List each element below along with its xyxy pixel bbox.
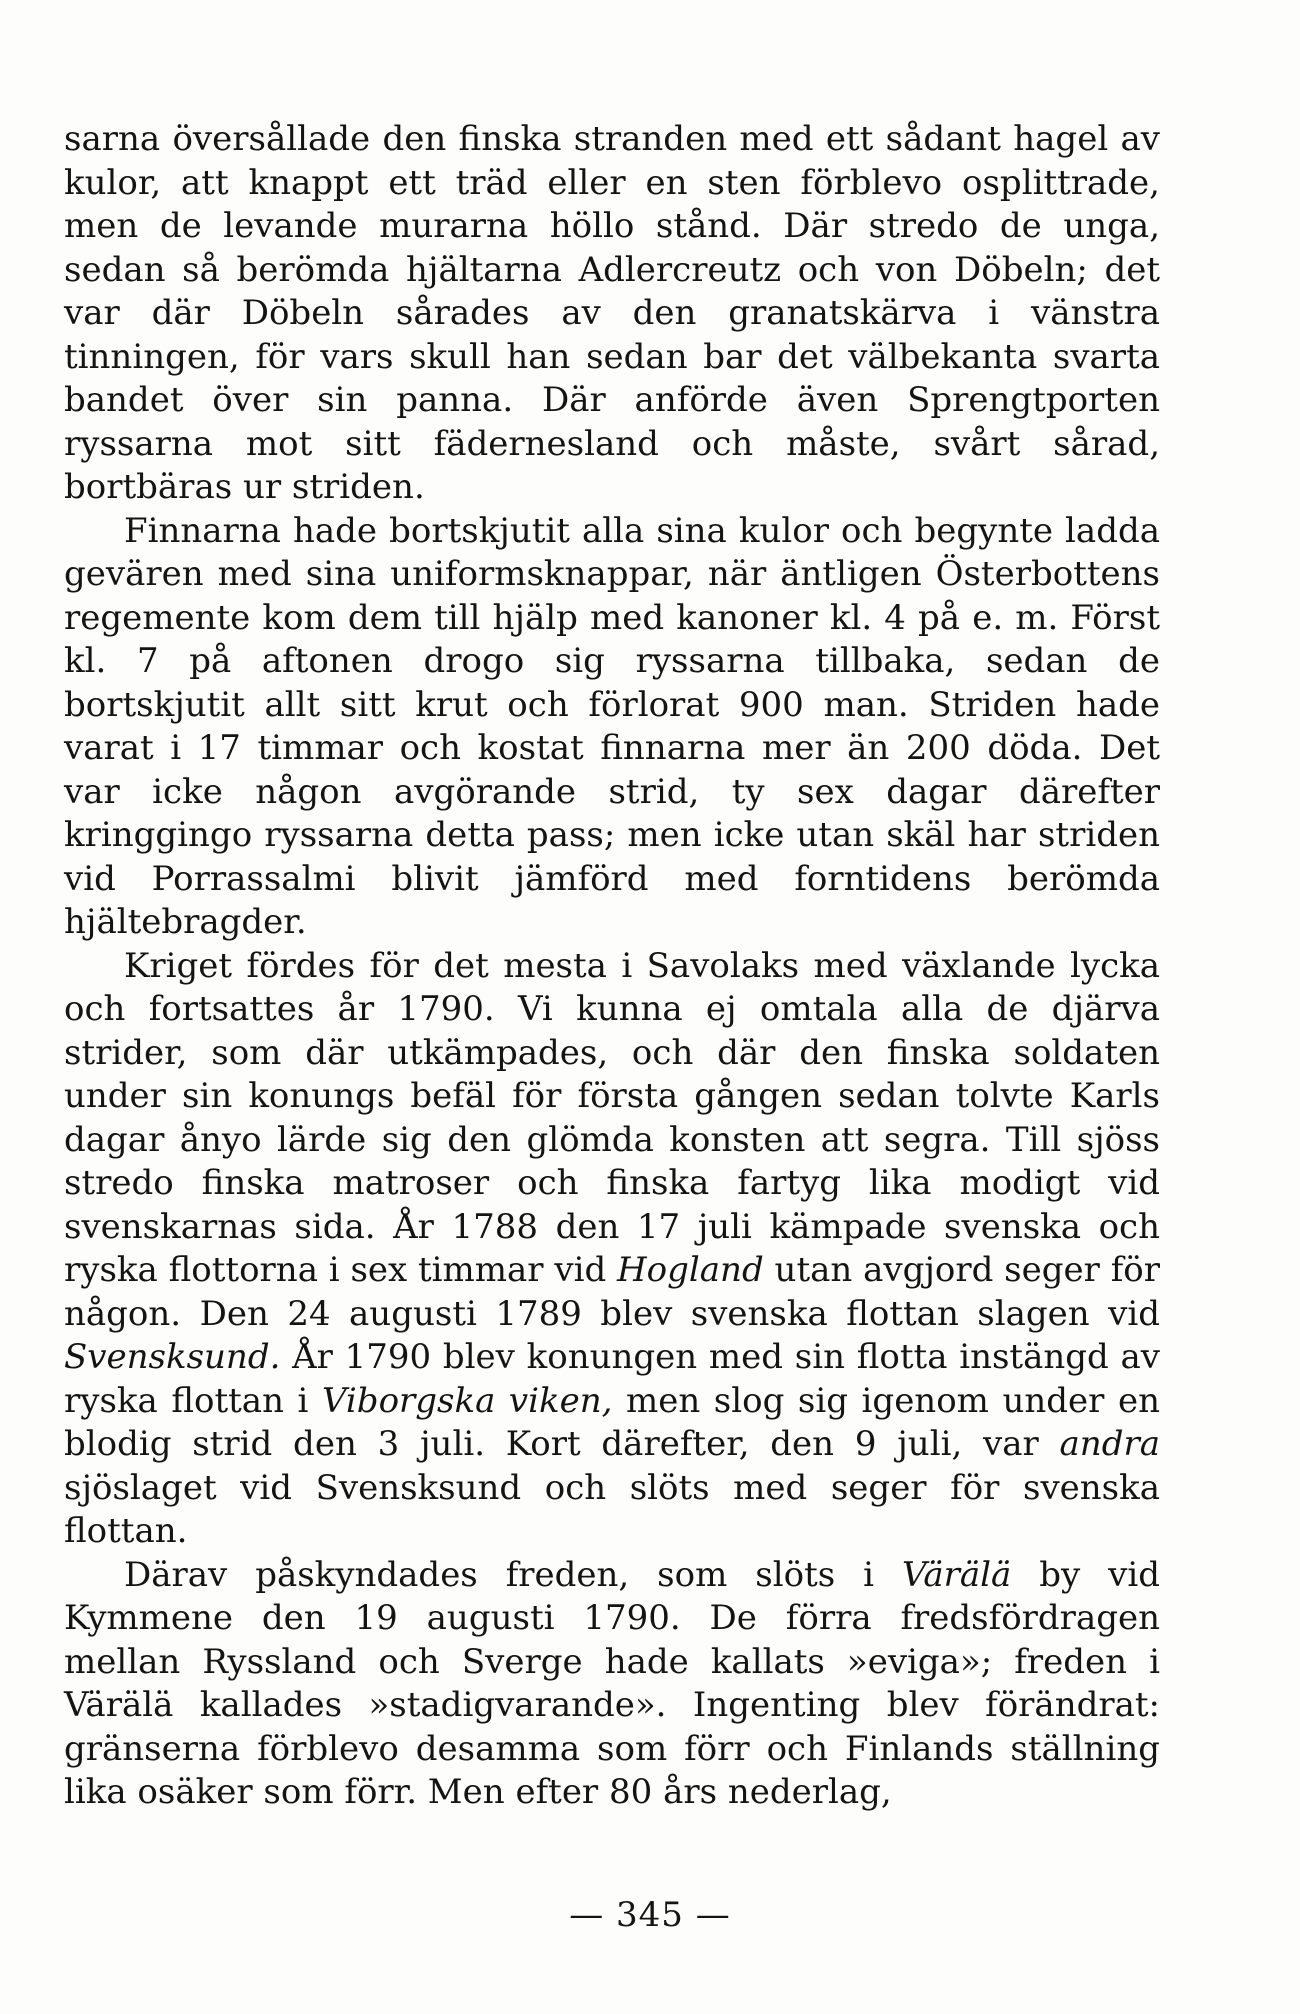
text-run: sjöslaget vid Svensksund och slöts med seger för svenska flottan.	[64, 1467, 1160, 1551]
italic-text: Viborgska viken,	[321, 1380, 613, 1421]
italic-text: andra	[1059, 1424, 1160, 1464]
paragraph-3	[64, 945, 1160, 1554]
body-text	[64, 118, 1160, 1815]
italic-text: Värälä	[901, 1554, 1012, 1595]
text-run: År 1790 blev konungen med sin flotta instängd av ryska flottan i	[64, 1337, 1160, 1421]
text-run: sarna översållade den finska stranden med ett sådant hagel av kulor, att knappt ett träd eller en sten förblevo osplittrade, men de levande murarna höllo stånd. Där stredo de unga, sedan så berömda hjältarna Adlercreutz och von Döbeln; det var där Döbeln sårades av den granatskärva i vänstra tinningen, för vars skull han sedan bar det välbekanta svarta bandet över sin panna. Där anförde även Sprengtporten ryssarna mot sitt fädernesland och måste, svårt sårad, bortbäras ur striden.	[64, 119, 1160, 507]
text-run: Därav påskyndades freden, som slöts i	[124, 1554, 902, 1595]
page-number: — 345 —	[569, 1895, 731, 1935]
paragraph-4	[64, 1554, 1160, 1815]
text-run: men slog sig igenom under en blodig strid den 3 juli. Kort därefter, den 9 juli, var	[64, 1380, 1160, 1464]
paragraph-1	[64, 118, 1160, 510]
italic-text: Svensksund.	[64, 1337, 281, 1377]
text-run: Kriget fördes för det mesta i Savolaks med växlande lycka och fortsattes år 1790. Vi kunna ej omtala alla de djärva strider, som där utkämpades, och där den finska soldaten under sin konungs befäl för första gången sedan tolvte Karls dagar ånyo lärde sig den glömda konsten att segra. Till sjöss stredo finska matroser och finska fartyg lika modigt vid svenskarnas sida. År 1788 den 17 juli kämpade svenska och ryska flottorna i sex timmar vid	[64, 945, 1160, 1290]
text-run: by vid Kymmene den 19 augusti 1790. De förra fredsfördragen mellan Ryssland och Sverge hade kallats »eviga»; freden i Värälä kallades »stadigvarande». Ingenting blev förändrat: gränserna förblevo desamma som förr och Finlands ställning lika osäker som förr. Men efter 80 års nederlag,	[64, 1554, 1161, 1812]
italic-text: Hogland	[617, 1250, 764, 1290]
text-run: utan avgjord seger för någon. Den 24 augusti 1789 blev svenska flottan slagen vid	[64, 1250, 1160, 1334]
paragraph-2	[64, 510, 1160, 945]
text-run: Finnarna hade bortskjutit alla sina kulor och begynte ladda gevären med sina uniformsknappar, när äntligen Österbottens regemente kom dem till hjälp med kanoner kl. 4 på e. m. Först kl. 7 på aftonen drogo sig ryssarna tillbaka, sedan de bortskjutit allt sitt krut och förlorat 900 man. Striden hade varat i 17 timmar och kostat finnarna mer än 200 döda. Det var icke någon avgörande strid, ty sex dagar därefter kringgingo ryssarna detta pass; men icke utan skäl har striden vid Porrassalmi blivit jämförd med forntidens berömda hjältebragder.	[64, 510, 1160, 942]
